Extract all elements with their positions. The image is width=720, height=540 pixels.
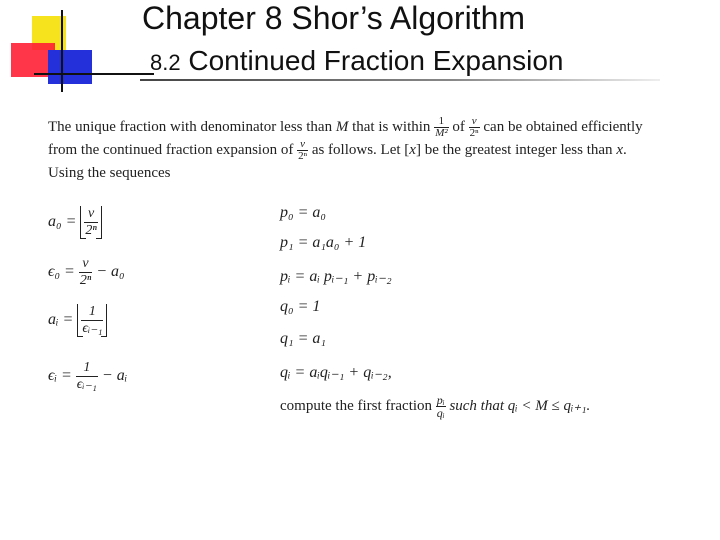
equation-q0: q₀ = 1 [280,298,321,315]
logo-vertical-line [61,10,63,92]
subtitle-number: 8.2 [150,50,181,75]
equation-qi: qᵢ = aᵢqᵢ₋₁ + qᵢ₋₂, [280,364,392,381]
equation-q1: q₁ = a₁ [280,330,326,347]
logo-horizontal-line [34,73,154,75]
slide-title: Chapter 8 Shor’s Algorithm [142,0,526,36]
fraction-v-over-2n: $\frac{v}{\text{2ⁿ}}$ [469,115,479,140]
intro-line-1: The unique fraction with denominator less than M that is within $\frac{1}{\text{M²}}$ of $\frac{v}{\text{2ⁿ}}$ can be obtained efficiently [48,115,643,140]
fraction-one-over-m2: $\frac{1}{\text{M²}}$ [435,115,448,140]
equation-epsi: ϵᵢ = $\frac{1}{\text{ϵᵢ₋₁}}$ − aᵢ [48,360,128,392]
fraction-v-over-2n-b: $\frac{v}{\text{2ⁿ}}$ [298,138,308,163]
slide-subtitle [150,45,564,77]
intro-line-3: Using the sequences [48,165,171,182]
intro-line-2: from the continued fraction expansion of $\frac{v}{\text{2ⁿ}}$ as follows. Let [x] be the greatest integer less than x. [48,138,627,163]
equation-a0: a₀ = $\frac{v}{\text{2ⁿ}}$ [48,206,102,239]
equation-pi: pᵢ = aᵢ pᵢ₋₁ + pᵢ₋₂ [280,268,392,285]
equation-ai: aᵢ = $\frac{1}{\text{ϵᵢ₋₁}}$ [48,304,107,337]
subtitle-text: Continued Fraction Expansion [180,45,564,76]
intro-paragraph [48,116,680,185]
scanned-text-block [44,108,684,438]
title-underline [140,79,660,81]
equation-eps0: ϵ₀ = $\frac{v}{\text{2ⁿ}}$ − a₀ [48,256,125,288]
equation-p0: p₀ = a₀ [280,204,326,221]
logo-blue-square [48,50,92,84]
final-statement: compute the first fraction $\frac{\text{pᵢ}}{\text{qᵢ}}$ such that qᵢ < M ≤ qᵢ₊₁. [280,393,591,420]
equation-p1: p₁ = a₁a₀ + 1 [280,234,367,251]
